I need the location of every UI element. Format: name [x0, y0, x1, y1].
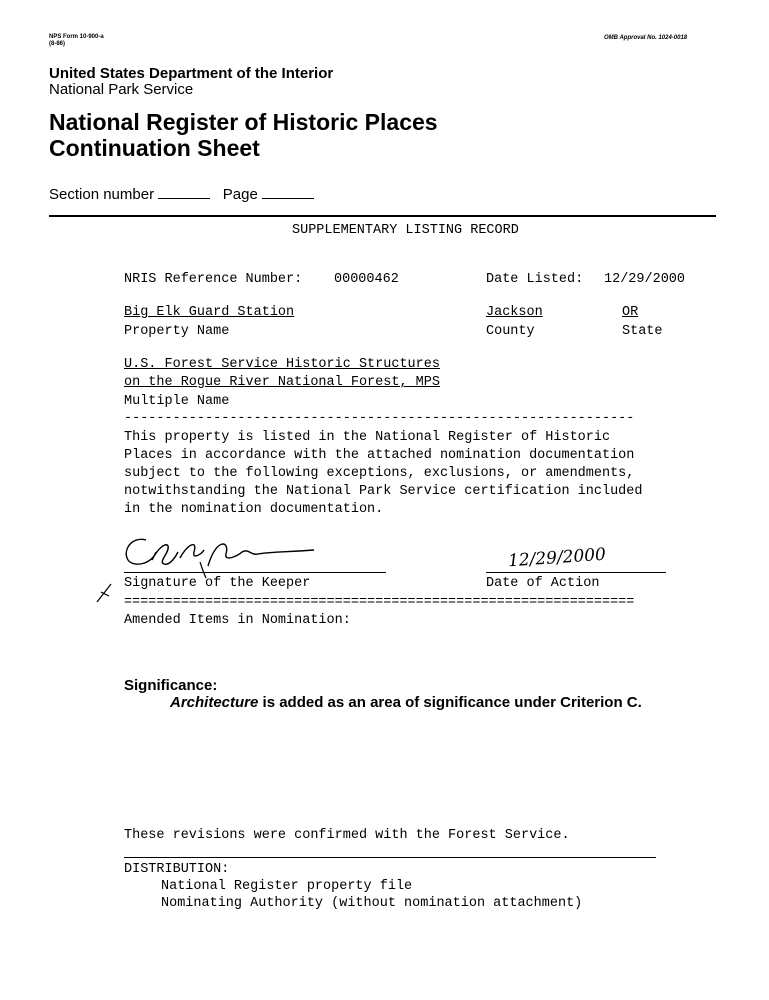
county-value: Jackson — [486, 305, 543, 320]
dash-rule: --------------------------------------------------------------- — [124, 411, 635, 426]
department-name: United States Department of the Interior — [49, 65, 334, 82]
page-subtitle: Continuation Sheet — [49, 135, 260, 161]
multiple-name-label: Multiple Name — [124, 394, 230, 409]
signature-line — [124, 572, 386, 573]
statement-line-5: in the nomination documentation. — [124, 502, 384, 517]
signature-label: Signature of the Keeper — [124, 576, 311, 591]
statement-line-2: Places in accordance with the attached nomination documentation — [124, 448, 635, 463]
state-value: OR — [622, 305, 639, 320]
significance-text — [170, 694, 642, 711]
property-name: Big Elk Guard Station — [124, 305, 295, 320]
distribution-item-2: Nominating Authority (without nomination attachment) — [161, 896, 583, 911]
margin-check-mark — [95, 580, 115, 604]
significance-emphasis: Architecture — [170, 694, 259, 711]
date-listed-label: Date Listed: — [486, 272, 584, 287]
distribution-item-1: National Register property file — [161, 879, 413, 894]
section-number-label: Section number — [49, 186, 155, 203]
record-heading: SUPPLEMENTARY LISTING RECORD — [292, 223, 519, 238]
agency-name: National Park Service — [49, 81, 194, 98]
confirmation-text: These revisions were confirmed with the Forest Service. — [124, 828, 570, 843]
statement-line-3: subject to the following exceptions, exclusions, or amendments, — [124, 466, 635, 481]
date-listed-value: 12/29/2000 — [604, 272, 686, 287]
state-label: State — [622, 324, 663, 339]
form-revision: (8-86) — [49, 41, 66, 47]
page-label: Page — [222, 186, 258, 203]
amended-items-label: Amended Items in Nomination: — [124, 613, 351, 628]
date-of-action-label: Date of Action — [486, 576, 600, 591]
equals-rule: =============================================================== — [124, 595, 635, 610]
statement-line-4: notwithstanding the National Park Service certification included — [124, 484, 643, 499]
distribution-rule — [124, 857, 656, 858]
omb-approval: OMB Approval No. 1024-0018 — [604, 35, 688, 41]
nris-value: 00000462 — [334, 272, 399, 287]
section-number-blank — [158, 186, 210, 199]
multiple-name-line1: U.S. Forest Service Historic Structures — [124, 357, 440, 372]
county-label: County — [486, 324, 535, 339]
header-rule — [49, 215, 716, 217]
nris-label: NRIS Reference Number: — [124, 272, 303, 287]
significance-remainder: is added as an area of significance under Criterion C. — [258, 694, 642, 711]
form-number: NPS Form 10-900-a — [49, 34, 104, 40]
page-blank — [262, 186, 314, 199]
page-title: National Register of Historic Places — [49, 109, 438, 135]
distribution-label: DISTRIBUTION: — [124, 862, 230, 877]
date-of-action-line — [486, 572, 666, 573]
date-of-action-handwritten: 12/29/2000 — [507, 544, 607, 572]
property-name-label: Property Name — [124, 324, 230, 339]
multiple-name-line2: on the Rogue River National Forest, MPS — [124, 375, 440, 390]
statement-line-1: This property is listed in the National Register of Historic — [124, 430, 611, 445]
significance-heading: Significance: — [124, 677, 218, 694]
section-page-line — [49, 186, 314, 203]
